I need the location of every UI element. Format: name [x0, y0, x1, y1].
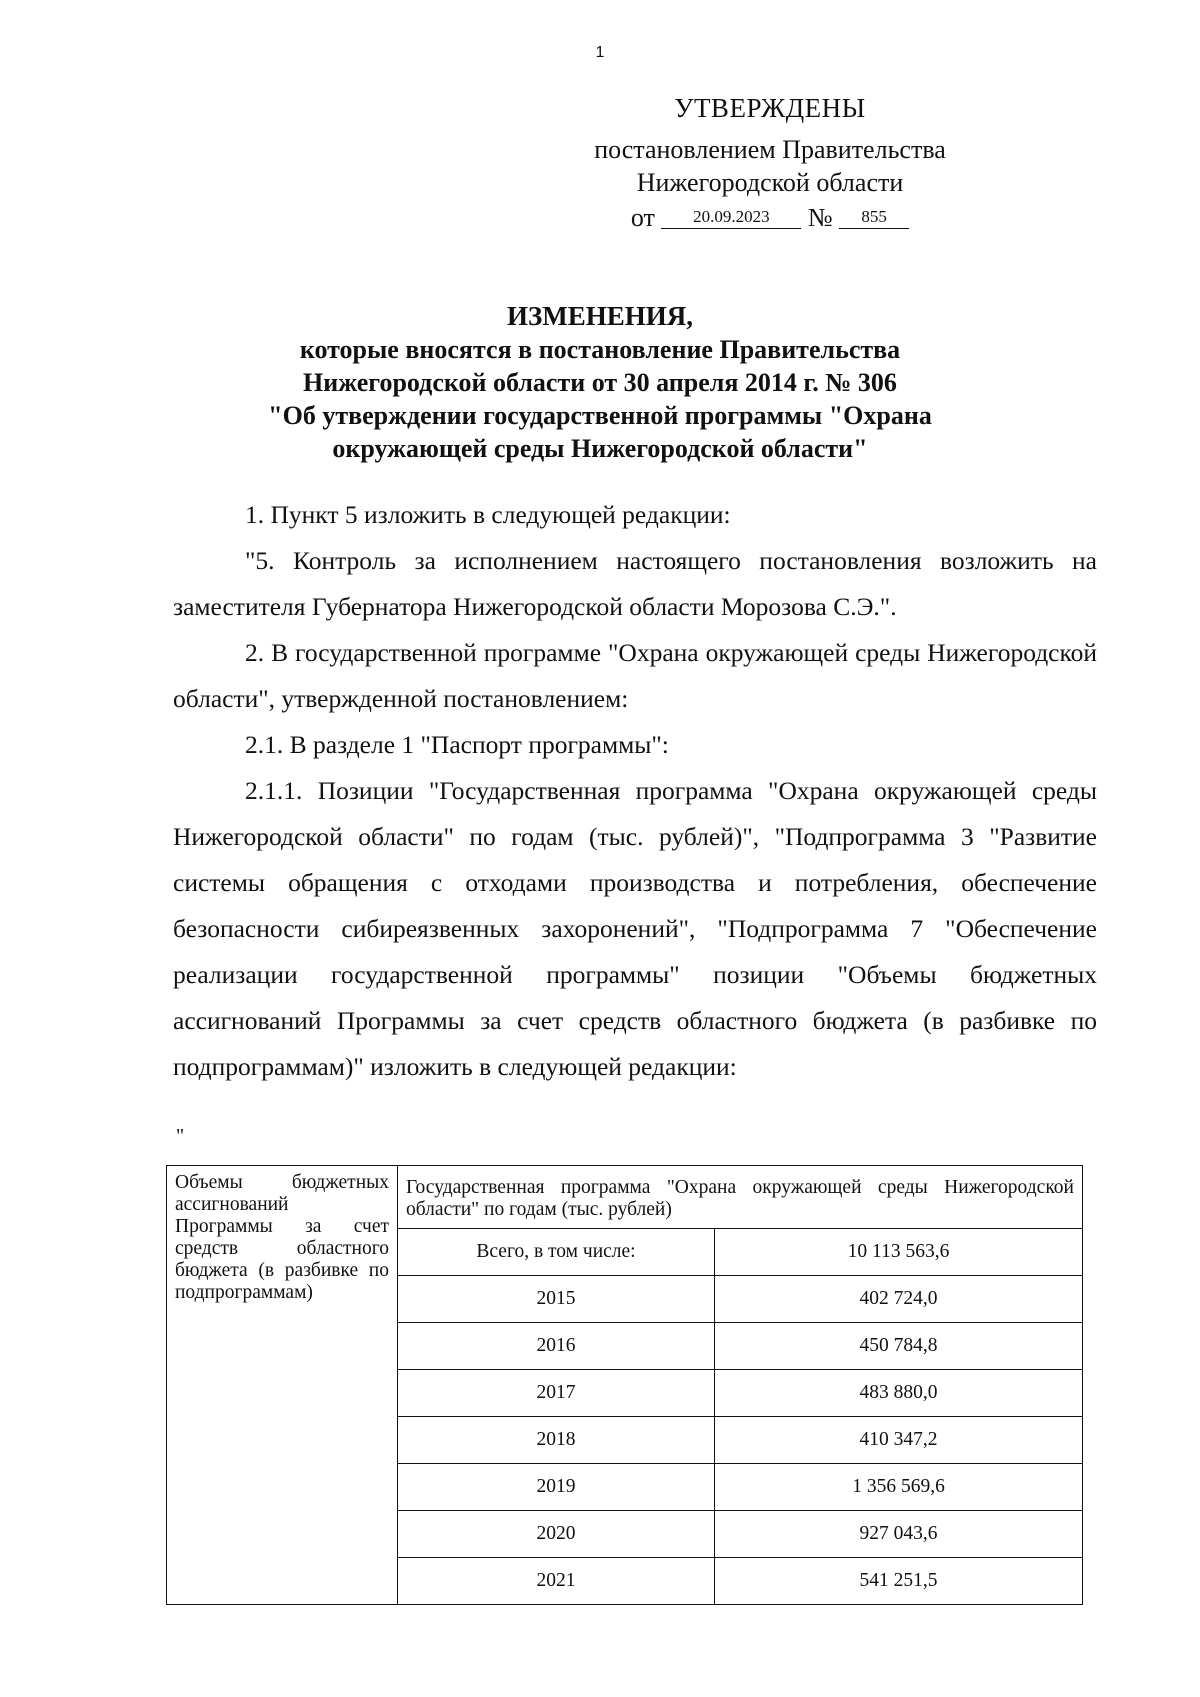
heading-line-4: "Об утверждении государственной программы "Охрана	[268, 401, 932, 430]
approval-title: УТВЕРЖДЕНЫ	[674, 93, 866, 123]
table-open-quote: "	[176, 1125, 185, 1147]
table-header: Государственная программа "Охрана окружающей среды Нижегородской области" по годам (тыс. рублей)	[398, 1166, 1083, 1229]
passport-table	[166, 1165, 1083, 1605]
document-heading	[0, 300, 1200, 465]
row-value: 1 356 569,6	[715, 1464, 1083, 1511]
row-value: 10 113 563,6	[715, 1229, 1083, 1276]
paragraph-4: 2.1. В разделе 1 "Паспорт программы":	[245, 730, 669, 759]
row-label: 2019	[398, 1464, 715, 1511]
paragraph-5: 2.1.1. Позиции "Государственная программа "Охрана окружающей среды Нижегородской области" по годам (тыс. рублей)", "Подпрограмма 3 "Развитие системы обращения с отходами производства и потребления, обеспечение безопасности сибиреязвенных захоронений", "Подпрограмма 7 "Обеспечение реализации государственной программы" позиции "Объемы бюджетных ассигнований Программы за счет средств областного бюджета (в разбивке по подпрограммам)" изложить в следующей редакции:	[173, 776, 1097, 1081]
row-label: 2015	[398, 1276, 715, 1323]
approval-line-1: постановлением Правительства	[594, 135, 946, 164]
approval-date-line	[560, 201, 980, 234]
number-label: №	[807, 203, 833, 232]
row-label: 2017	[398, 1370, 715, 1417]
from-label: от	[630, 203, 655, 232]
approval-number: 855	[839, 206, 909, 229]
heading-line-1: ИЗМЕНЕНИЯ,	[506, 301, 693, 331]
approval-block	[560, 92, 980, 234]
paragraph-1: 1. Пункт 5 изложить в следующей редакции:	[245, 500, 731, 529]
heading-line-3: Нижегородской области от 30 апреля 2014 г. № 306	[303, 368, 897, 397]
table-row	[167, 1166, 1083, 1229]
row-value: 541 251,5	[715, 1558, 1083, 1605]
row-label: 2021	[398, 1558, 715, 1605]
approval-date: 20.09.2023	[661, 206, 801, 229]
row-label: 2020	[398, 1511, 715, 1558]
document-body	[173, 492, 1097, 1090]
table-left-label: Объемы бюджетных ассигнований Программы за счет средств областного бюджета (в разбивке по подпрограммам)	[167, 1166, 398, 1605]
row-value: 483 880,0	[715, 1370, 1083, 1417]
row-label: Всего, в том числе:	[398, 1229, 715, 1276]
row-value: 927 043,6	[715, 1511, 1083, 1558]
heading-line-5: окружающей среды Нижегородской области"	[332, 434, 868, 463]
row-label: 2016	[398, 1323, 715, 1370]
row-value: 450 784,8	[715, 1323, 1083, 1370]
paragraph-3: 2. В государственной программе "Охрана окружающей среды Нижегородской области", утвержденной постановлением:	[173, 638, 1097, 713]
row-value: 402 724,0	[715, 1276, 1083, 1323]
paragraph-2: "5. Контроль за исполнением настоящего постановления возложить на заместителя Губернатора Нижегородской области Морозова С.Э.".	[173, 546, 1097, 621]
approval-line-2: Нижегородской области	[636, 168, 904, 197]
page-number: 1	[595, 44, 605, 61]
heading-line-2: которые вносятся в постановление Правительства	[299, 335, 901, 364]
row-label: 2018	[398, 1417, 715, 1464]
row-value: 410 347,2	[715, 1417, 1083, 1464]
